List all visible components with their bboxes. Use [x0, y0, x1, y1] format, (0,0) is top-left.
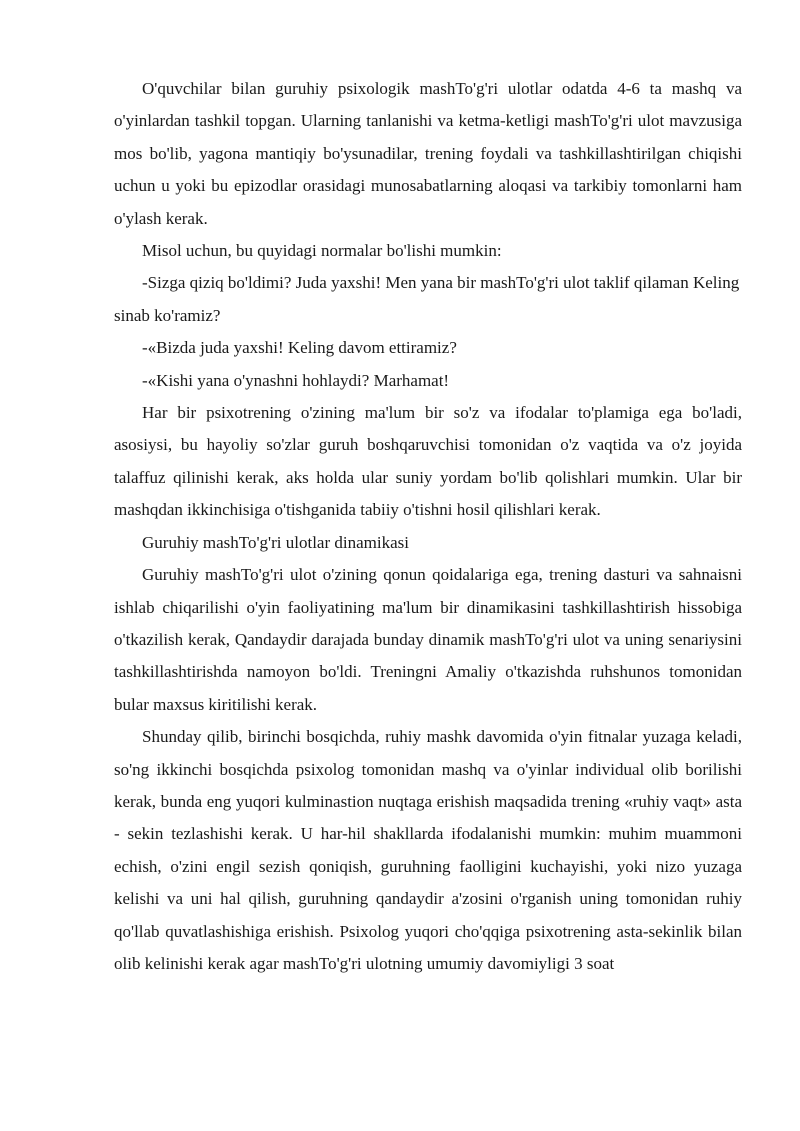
paragraph-example-1: -Sizga qiziq bo'ldimi? Juda yaxshi! Men yana bir mashTo'g'ri ulot taklif qilaman Keling sinab ko'ramiz? [114, 273, 740, 325]
paragraph-dynamics: Guruhiy mashTo'g'ri ulot o'zining qonun qoidalariga ega, trening dasturi va sahnaisni ishlab chiqarilishi o'yin faoliyatining ma'lum bir dinamikasini tashkillashtirish hissobiga o'tkazilish kerak, Qandaydir darajada bunday dinamik mashTo'g'ri ulot va uning senariysini tashkillashtirishda namoyon bo'ldi. Treningni Amaliy o'tkazishda ruhshunos tomonidan bular maxsus kiritilishi kerak. [114, 565, 742, 714]
paragraph-example-3: -«Kishi yana o'ynashni hohlaydi? Marhamat! [142, 370, 450, 390]
paragraph-phrases: Har bir psixotrening o'zining ma'lum bir so'z va ifodalar to'plamiga ega bo'ladi, asosiysi, bu hayoliy so'zlar guruh boshqaruvchisi tomonidan o'z vaqtida va o'z joyida talaffuz qilinishi kerak, aks holda ular suniy yordam bo'lib qolishlari mumkin. Ular bir mashqdan ikkinchisiga o'tishganida tabiiy o'tishni hosil qilishlari kerak. [114, 403, 742, 520]
paragraph-intro: O'quvchilar bilan guruhiy psixologik mashTo'g'ri ulotlar odatda 4-6 ta mashq va o'yinlardan tashkil topgan. Ularning tanlanishi va ketma-ketligi mashTo'g'ri ulot mavzusiga mos bo'lib, yagona mantiqiy bo'ysunadilar, trening foydali va tashkillashtirilgan chiqishi uchun u yoki bu epizodlar orasidagi munosabatlarning aloqasi va tarkibiy tomonlarni ham o'ylash kerak. [114, 79, 742, 228]
paragraph-example-lead: Misol uchun, bu quyidagi normalar bo'lishi mumkin: [142, 241, 502, 261]
document-page [114, 73, 742, 980]
paragraph-example-2: -«Bizda juda yaxshi! Keling davom ettiramiz? [142, 338, 457, 358]
paragraph-stages: Shunday qilib, birinchi bosqichda, ruhiy mashk davomida o'yin fitnalar yuzaga keladi, so'ng ikkinchi bosqichda psixolog tomonidan mashq va o'yinlar individual olib borilishi kerak, bunda eng yuqori kulminastion nuqtaga erishish maqsadida trening «ruhiy vaqt» asta - sekin tezlashishi kerak. U har-hil shakllarda ifodalanishi mumkin: muhim muammoni echish, o'zini engil sezish qoniqish, guruhning faolligini kuchayishi, yoki nizo yuzaga kelishi va uni hal qilish, guruhning qandaydir a'zosini o'rganish uning tomonidan ruhiy qo'llab quvatlashishiga erishish. Psixolog yuqori cho'qqiga psixotrening asta-sekinlik bilan olib kelinishi kerak agar mashTo'g'ri ulotning umumiy davomiyligi 3 soat [114, 727, 742, 973]
section-heading-dynamics: Guruhiy mashTo'g'ri ulotlar dinamikasi [142, 532, 409, 552]
